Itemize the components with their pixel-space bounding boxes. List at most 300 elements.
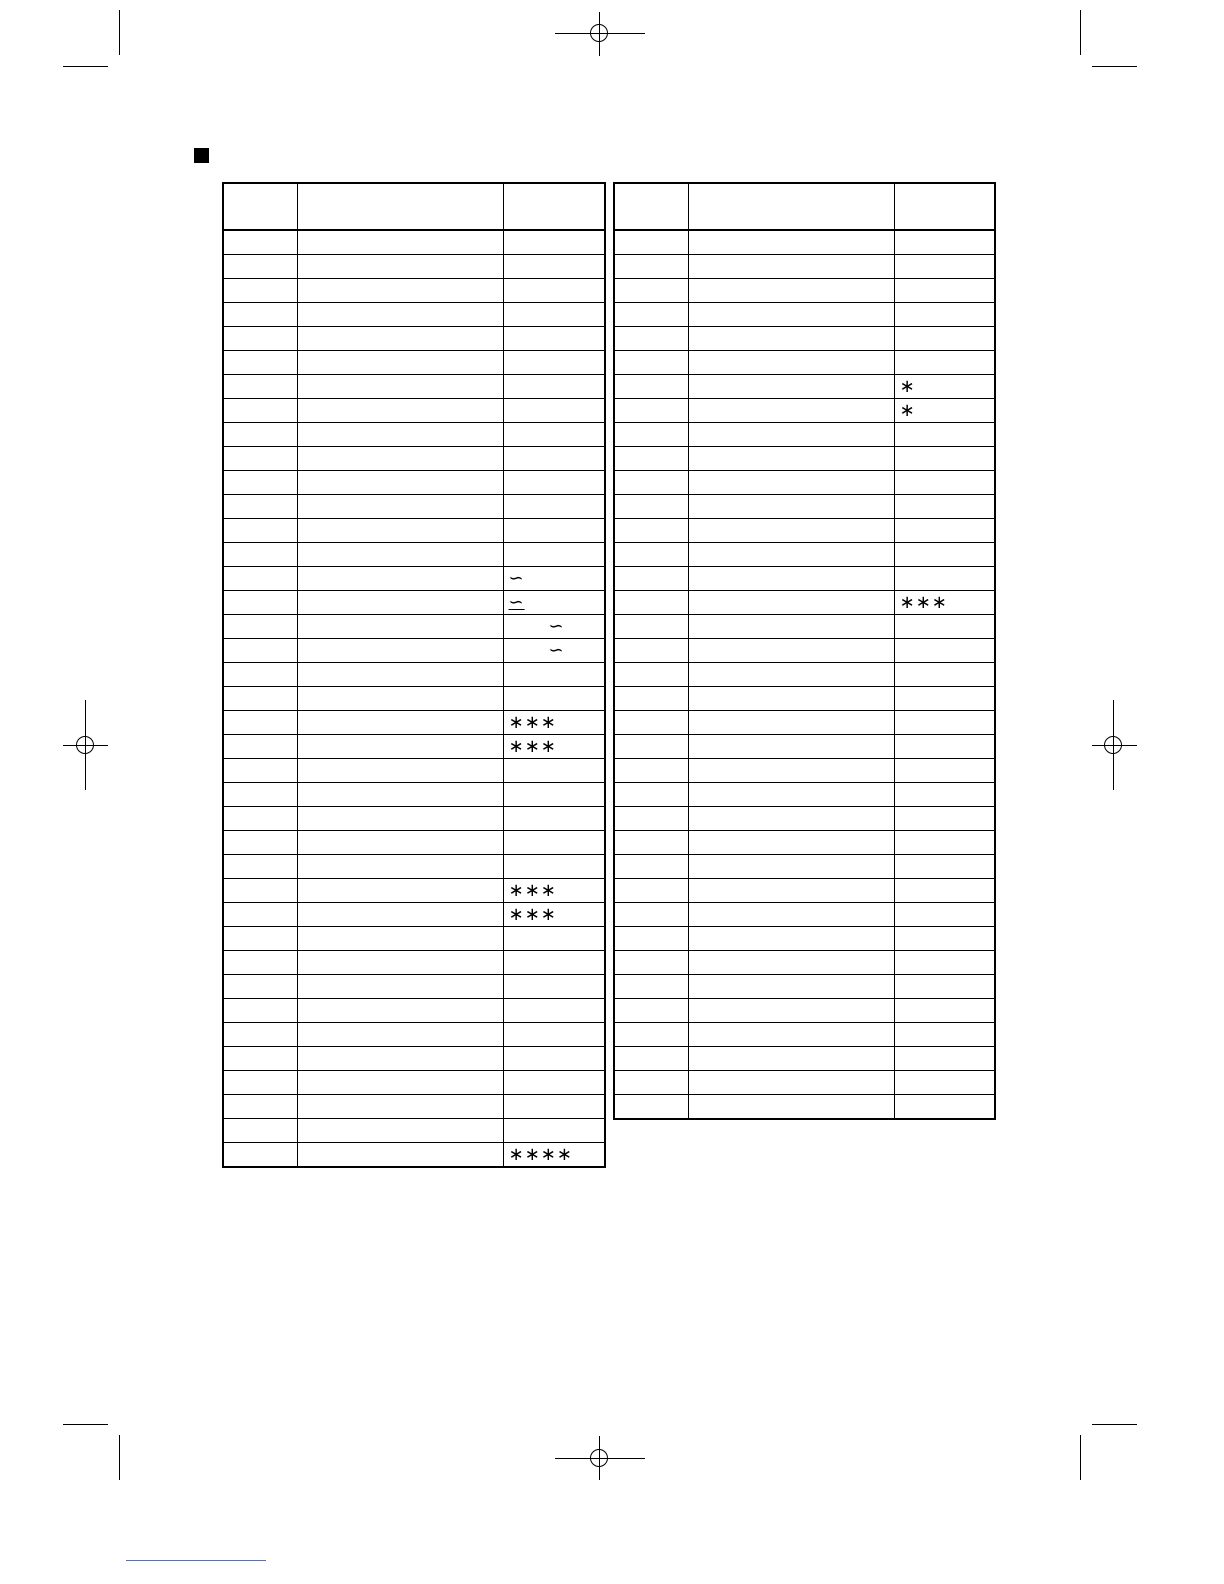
table-cell <box>223 999 297 1023</box>
crop-mark <box>63 1424 108 1425</box>
table-row <box>614 255 995 279</box>
mark-cell: ∗∗∗ <box>503 735 605 759</box>
mark-cell <box>894 783 995 807</box>
mark-cell <box>503 399 605 423</box>
crop-mark <box>119 10 120 55</box>
table-cell <box>614 663 688 687</box>
mark-cell <box>503 1047 605 1071</box>
mark-cell <box>503 1095 605 1119</box>
mark-cell <box>503 807 605 831</box>
table-cell <box>688 1023 894 1047</box>
table-row <box>223 639 605 663</box>
table-row <box>223 951 605 975</box>
mark-cell <box>894 975 995 999</box>
table-cell <box>688 615 894 639</box>
mark-cell <box>894 735 995 759</box>
table-row <box>223 1023 605 1047</box>
table-cell <box>688 975 894 999</box>
table-cell <box>223 567 297 591</box>
table-cell <box>297 591 503 615</box>
left-table <box>222 182 606 1168</box>
mark-cell: ∽ <box>503 639 605 663</box>
table-cell <box>223 591 297 615</box>
table-cell <box>688 951 894 975</box>
header-cell <box>297 183 503 230</box>
table-cell <box>223 543 297 567</box>
table-row <box>614 927 995 951</box>
table-cell <box>297 1047 503 1071</box>
table-cell <box>688 399 894 423</box>
table-row <box>614 687 995 711</box>
table-cell <box>297 711 503 735</box>
table-cell <box>223 615 297 639</box>
mark-cell <box>894 255 995 279</box>
table-cell <box>688 879 894 903</box>
table-row <box>223 1119 605 1143</box>
table-row <box>614 711 995 735</box>
table-row <box>614 1095 995 1120</box>
mark-cell <box>894 519 995 543</box>
table-row <box>614 471 995 495</box>
table-cell <box>223 951 297 975</box>
table-cell <box>614 927 688 951</box>
table-cell <box>297 759 503 783</box>
table-cell <box>223 639 297 663</box>
table-cell <box>688 303 894 327</box>
table-row <box>614 807 995 831</box>
table-row <box>614 519 995 543</box>
mark-cell <box>894 663 995 687</box>
table-row <box>614 999 995 1023</box>
table-cell <box>223 423 297 447</box>
right-table <box>613 182 996 1120</box>
mark-cell <box>894 327 995 351</box>
table-row <box>614 495 995 519</box>
table-cell <box>297 663 503 687</box>
table-cell <box>223 447 297 471</box>
table-cell <box>688 759 894 783</box>
table-cell <box>223 807 297 831</box>
mark-cell <box>894 807 995 831</box>
mark-cell <box>894 543 995 567</box>
table-cell <box>614 230 688 255</box>
table-cell <box>688 807 894 831</box>
mark-cell <box>894 567 995 591</box>
table-row <box>614 279 995 303</box>
table-cell <box>688 711 894 735</box>
table-row <box>614 591 995 615</box>
table-cell <box>688 591 894 615</box>
table-cell <box>688 1047 894 1071</box>
table-cell <box>688 855 894 879</box>
mark-cell <box>503 495 605 519</box>
header-cell <box>614 183 688 230</box>
table-cell <box>297 519 503 543</box>
table-cell <box>614 591 688 615</box>
mark-cell: ∽ <box>503 591 605 615</box>
table-cell <box>223 831 297 855</box>
table-cell <box>614 303 688 327</box>
table-cell <box>688 543 894 567</box>
table-cell <box>297 1023 503 1047</box>
table-row <box>614 759 995 783</box>
table-cell <box>688 471 894 495</box>
table-cell <box>297 495 503 519</box>
table-cell <box>688 1071 894 1095</box>
crop-mark <box>1092 66 1137 67</box>
table-cell <box>614 999 688 1023</box>
mark-cell <box>894 687 995 711</box>
table-cell <box>223 519 297 543</box>
mark-cell <box>894 471 995 495</box>
mark-cell <box>503 471 605 495</box>
table-cell <box>688 279 894 303</box>
table-cell <box>688 831 894 855</box>
table-cell <box>297 543 503 567</box>
mark-cell <box>503 1023 605 1047</box>
table-cell <box>297 327 503 351</box>
table-cell <box>223 279 297 303</box>
table-cell <box>614 615 688 639</box>
table-cell <box>614 711 688 735</box>
table-row <box>614 783 995 807</box>
mark-cell <box>894 447 995 471</box>
table-cell <box>223 255 297 279</box>
table-cell <box>297 975 503 999</box>
mark-cell <box>894 855 995 879</box>
table-cell <box>614 735 688 759</box>
mark-cell: ∗∗∗ <box>503 903 605 927</box>
mark-cell <box>894 303 995 327</box>
table-row <box>614 639 995 663</box>
crop-mark <box>63 66 108 67</box>
table-row <box>614 230 995 255</box>
table-cell <box>614 855 688 879</box>
table-cell <box>688 447 894 471</box>
table-header-row <box>614 183 995 230</box>
table-cell <box>223 927 297 951</box>
table-row <box>223 591 605 615</box>
table-cell <box>297 1095 503 1119</box>
table-row <box>614 327 995 351</box>
table-row <box>614 399 995 423</box>
table-row <box>223 423 605 447</box>
mark-cell <box>503 855 605 879</box>
table-cell <box>223 663 297 687</box>
table-row <box>223 759 605 783</box>
table-cell <box>614 1023 688 1047</box>
table-row <box>614 447 995 471</box>
table-row <box>614 1071 995 1095</box>
table-cell <box>614 951 688 975</box>
mark-cell <box>894 639 995 663</box>
table-cell <box>688 327 894 351</box>
table-cell <box>688 567 894 591</box>
table-cell <box>297 447 503 471</box>
table-row <box>223 663 605 687</box>
table-row <box>614 567 995 591</box>
mark-cell <box>894 711 995 735</box>
table-row <box>614 615 995 639</box>
footer-rule <box>126 1560 266 1561</box>
table-cell <box>688 375 894 399</box>
table-row <box>223 879 605 903</box>
table-cell <box>297 951 503 975</box>
table-row <box>223 1047 605 1071</box>
table-cell <box>297 1119 503 1143</box>
table-row <box>614 951 995 975</box>
table-row <box>223 375 605 399</box>
table-cell <box>297 399 503 423</box>
table-row <box>223 327 605 351</box>
table-row <box>223 1095 605 1119</box>
mark-cell <box>503 999 605 1023</box>
table-cell <box>614 759 688 783</box>
mark-cell <box>894 951 995 975</box>
table-cell <box>614 831 688 855</box>
table-cell <box>223 471 297 495</box>
mark-cell <box>503 519 605 543</box>
table-cell <box>688 1095 894 1120</box>
table-row <box>223 807 605 831</box>
table-row <box>614 975 995 999</box>
mark-cell: ∽ <box>503 615 605 639</box>
mark-cell <box>894 351 995 375</box>
table-cell <box>223 303 297 327</box>
crop-mark <box>1080 1435 1081 1480</box>
table-cell <box>688 687 894 711</box>
table-cell <box>223 495 297 519</box>
mark-cell <box>894 927 995 951</box>
table-row <box>223 1071 605 1095</box>
table-row <box>223 975 605 999</box>
table-cell <box>614 279 688 303</box>
table-row <box>614 303 995 327</box>
table-row <box>223 903 605 927</box>
mark-cell <box>894 230 995 255</box>
table-cell <box>614 567 688 591</box>
table-cell <box>688 230 894 255</box>
table-cell <box>688 639 894 663</box>
mark-cell <box>503 687 605 711</box>
mark-cell <box>894 615 995 639</box>
mark-cell <box>503 1071 605 1095</box>
table-cell <box>297 687 503 711</box>
mark-cell <box>503 230 605 255</box>
table-row <box>223 543 605 567</box>
table-cell <box>297 903 503 927</box>
table-cell <box>223 375 297 399</box>
table-cell <box>223 1071 297 1095</box>
table-cell <box>614 1047 688 1071</box>
table-cell <box>223 1143 297 1168</box>
table-cell <box>297 999 503 1023</box>
table-cell <box>297 375 503 399</box>
table-cell <box>223 711 297 735</box>
table-row <box>223 735 605 759</box>
table-header-row <box>223 183 605 230</box>
table-cell <box>614 975 688 999</box>
table-cell <box>297 423 503 447</box>
table-cell <box>614 543 688 567</box>
table-cell <box>297 807 503 831</box>
table-row <box>223 1143 605 1168</box>
table-row <box>223 399 605 423</box>
header-cell <box>503 183 605 230</box>
table-row <box>614 351 995 375</box>
mark-cell <box>503 327 605 351</box>
crop-mark <box>1080 10 1081 55</box>
table-cell <box>614 639 688 663</box>
mark-cell <box>894 831 995 855</box>
table-cell <box>614 351 688 375</box>
mark-cell <box>503 951 605 975</box>
table-cell <box>223 687 297 711</box>
mark-cell <box>503 255 605 279</box>
mark-cell <box>894 279 995 303</box>
table-cell <box>297 615 503 639</box>
crop-mark <box>119 1435 120 1480</box>
table-cell <box>688 927 894 951</box>
table-cell <box>614 255 688 279</box>
mark-cell <box>503 975 605 999</box>
table-row <box>614 1047 995 1071</box>
table-cell <box>297 279 503 303</box>
table-row <box>614 1023 995 1047</box>
mark-cell: ∗ <box>894 375 995 399</box>
crop-mark <box>1092 1424 1137 1425</box>
table-cell <box>223 975 297 999</box>
table-row <box>614 543 995 567</box>
table-cell <box>297 831 503 855</box>
table-cell <box>688 423 894 447</box>
table-row <box>614 663 995 687</box>
mark-cell <box>894 999 995 1023</box>
table-row <box>223 351 605 375</box>
mark-cell: ∗∗∗∗ <box>503 1143 605 1168</box>
table-row <box>223 447 605 471</box>
table-cell <box>223 903 297 927</box>
table-cell <box>297 639 503 663</box>
table-row <box>614 903 995 927</box>
mark-cell <box>503 831 605 855</box>
table-row <box>223 783 605 807</box>
table-cell <box>297 471 503 495</box>
table-cell <box>297 879 503 903</box>
mark-cell <box>894 1095 995 1120</box>
table-cell <box>223 1119 297 1143</box>
table-cell <box>614 879 688 903</box>
table-row <box>223 687 605 711</box>
mark-cell <box>503 927 605 951</box>
table-row <box>223 855 605 879</box>
mark-cell <box>503 1119 605 1143</box>
table-cell <box>297 783 503 807</box>
table-row <box>223 999 605 1023</box>
table-cell <box>688 783 894 807</box>
table-cell <box>614 447 688 471</box>
header-cell <box>223 183 297 230</box>
table-cell <box>614 399 688 423</box>
table-row <box>223 927 605 951</box>
table-cell <box>614 471 688 495</box>
table-row <box>223 471 605 495</box>
table-cell <box>223 351 297 375</box>
mark-cell <box>894 759 995 783</box>
table-row <box>614 855 995 879</box>
mark-cell <box>503 783 605 807</box>
table-cell <box>688 351 894 375</box>
table-cell <box>223 399 297 423</box>
table-cell <box>688 495 894 519</box>
table-cell <box>297 1143 503 1168</box>
mark-cell: ∗∗∗ <box>503 879 605 903</box>
mark-cell: ∽ <box>503 567 605 591</box>
table-cell <box>614 903 688 927</box>
table-row <box>614 423 995 447</box>
table-row <box>223 711 605 735</box>
table-cell <box>297 855 503 879</box>
table-cell <box>614 375 688 399</box>
table-cell <box>614 423 688 447</box>
table-cell <box>223 327 297 351</box>
table-cell <box>297 1071 503 1095</box>
table-cell <box>223 759 297 783</box>
table-cell <box>297 255 503 279</box>
table-cell <box>688 663 894 687</box>
mark-cell <box>894 879 995 903</box>
table-row <box>614 735 995 759</box>
table-cell <box>614 327 688 351</box>
table-cell <box>614 519 688 543</box>
table-cell <box>688 735 894 759</box>
mark-cell <box>503 423 605 447</box>
table-row <box>223 615 605 639</box>
mark-cell <box>503 759 605 783</box>
table-cell <box>688 519 894 543</box>
table-row <box>223 495 605 519</box>
mark-cell <box>894 1047 995 1071</box>
table-cell <box>223 735 297 759</box>
table-cell <box>223 1047 297 1071</box>
header-cell <box>688 183 894 230</box>
mark-cell <box>503 351 605 375</box>
mark-cell <box>894 903 995 927</box>
table-row <box>223 255 605 279</box>
table-cell <box>223 879 297 903</box>
header-cell <box>894 183 995 230</box>
table-row <box>223 230 605 255</box>
mark-cell: ∗ <box>894 399 995 423</box>
table-cell <box>688 999 894 1023</box>
mark-cell <box>503 447 605 471</box>
mark-cell: ∗∗∗ <box>894 591 995 615</box>
table-cell <box>297 735 503 759</box>
section-marker-square <box>194 148 209 163</box>
table-cell <box>688 255 894 279</box>
mark-cell <box>503 303 605 327</box>
table-row <box>223 831 605 855</box>
table-cell <box>297 567 503 591</box>
table-row <box>614 879 995 903</box>
table-cell <box>297 230 503 255</box>
mark-cell <box>503 375 605 399</box>
table-cell <box>223 1023 297 1047</box>
table-row <box>223 303 605 327</box>
table-cell <box>688 903 894 927</box>
table-cell <box>223 855 297 879</box>
table-cell <box>223 1095 297 1119</box>
